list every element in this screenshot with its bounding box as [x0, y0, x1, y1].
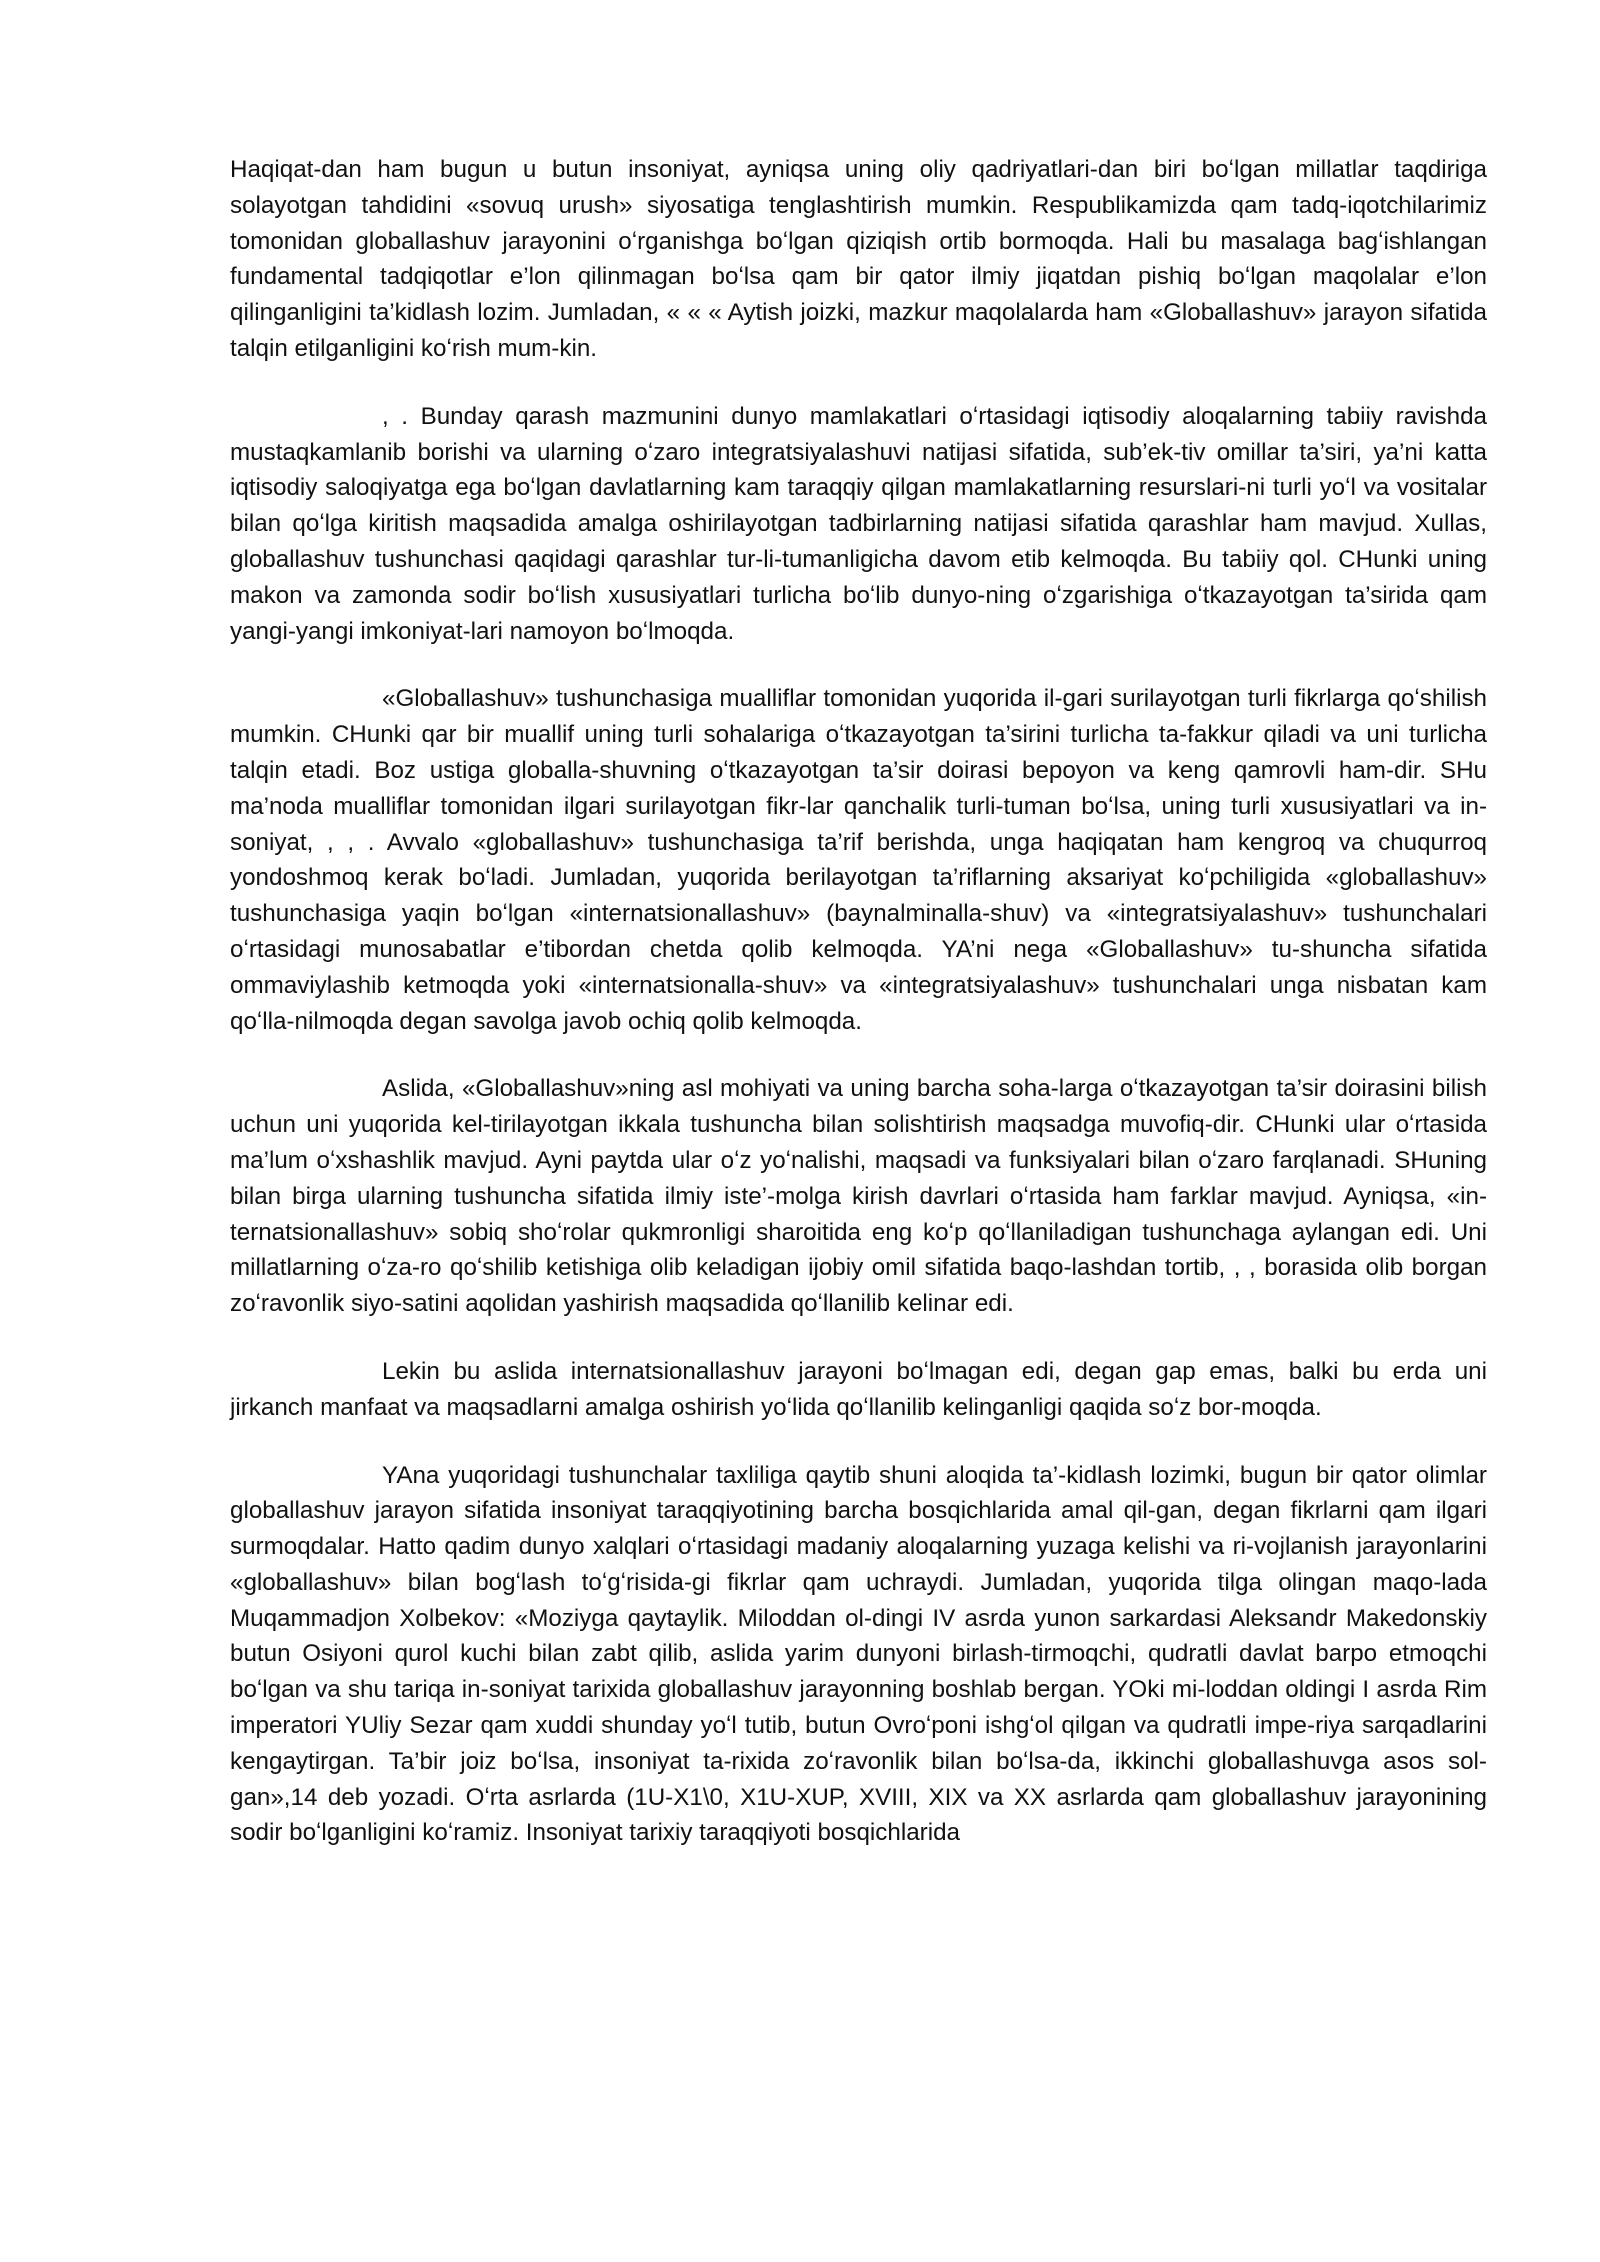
document-body	[230, 152, 1487, 1883]
paragraph-6: YAna yuqoridagi tushunchalar taxliliga qaytib shuni aloqida ta’-kidlash lozimki, bugun bir qator olimlar globallashuv jarayon sifatida insoniyat taraqqiyotining barcha bosqichlarida amal qil-gan, degan fikrlarni qam ilgari surmoqdalar. Hatto qadim dunyo xalqlari oʻrtasidagi madaniy aloqalarning yuzaga kelishi va ri-vojlanish jarayonlarini «globallashuv» bilan bogʻlash toʻgʻrisida-gi fikrlar qam uchraydi. Jumladan, yuqorida tilga olingan maqo-lada Muqammadjon Xolbekov: «Moziyga qaytaylik. Miloddan ol-dingi IV asrda yunon sarkardasi Aleksandr Makedonskiy butun Osiyoni qurol kuchi bilan zabt qilib, aslida yarim dunyoni birlash-tirmoqchi, qudratli davlat barpo etmoqchi boʻlgan va shu tariqa in-soniyat tarixida globallashuv jarayonning boshlab bergan. YOki mi-loddan oldingi I asrda Rim imperatori YUliy Sezar qam xuddi shunday yoʻl tutib, butun Ovroʻponi ishgʻol qilgan va qudratli impe-riya sarqadlarini kengaytirgan. Ta’bir joiz boʻlsa, insoniyat ta-rixida zoʻravonlik bilan boʻlsa-da, ikkinchi globallashuvga asos sol-gan»,14 deb yozadi. Oʻrta asrlarda (1U-X1\0, X1U-XUP, XVIII, XIX va XX asrlarda qam globallashuv jarayonining sodir boʻlganligini koʻramiz. Insoniyat tarixiy taraqqiyoti bosqichlarida	[230, 1461, 1487, 1847]
paragraph-3: «Globallashuv» tushunchasiga mualliflar tomonidan yuqorida il-gari surilayotgan turli fikrlarga qoʻshilish mumkin. CHunki qar bir muallif uning turli sohalariga oʻtkazayotgan ta’sirini turlicha ta-fakkur qiladi va uni turlicha talqin etadi. Boz ustiga globalla-shuvning oʻtkazayotgan ta’sir doirasi bepoyon va keng qamrovli ham-dir. SHu ma’noda mualliflar tomonidan ilgari surilayotgan fikr-lar qanchalik turli-tuman boʻlsa, uning turli xususiyatlari va in-soniyat, , , . Avvalo «globallashuv» tushunchasiga ta’rif berishda, unga haqiqatan ham kengroq va chuqurroq yondoshmoq kerak boʻladi. Jumladan, yuqorida berilayotgan ta’riflarning aksariyat koʻpchiligida «globallashuv» tushunchasiga yaqin boʻlgan «internatsionallashuv» (baynalminalla-shuv) va «integratsiyalashuv» tushunchalari oʻrtasidagi munosabatlar e’tibordan chetda qolib kelmoqda. YA’ni nega «Globallashuv» tu-shuncha sifatida ommaviylashib ketmoqda yoki «internatsionalla-shuv» va «integratsiyalashuv» tushunchalari unga nisbatan kam qoʻlla-nilmoqda degan savolga javob ochiq qolib kelmoqda.	[230, 685, 1487, 1035]
paragraph-1: Haqiqat-dan ham bugun u butun insoniyat, ayniqsa uning oliy qadriyatlari-dan biri boʻlgan millatlar taqdiriga solayotgan tahdidini «sovuq urush» siyosatiga tenglashtirish mumkin. Respublikamizda qam tadq-iqotchilarimiz tomonidan globallashuv jarayonini oʻrganishga boʻlgan qiziqish ortib bormoqda. Hali bu masalaga bagʻishlangan fundamental tadqiqotlar e’lon qilinmagan boʻlsa qam bir qator ilmiy jiqatdan pishiq boʻlgan maqolalar e’lon qilinganligini ta’kidlash lozim. Jumladan, « « « Aytish joizki, mazkur maqolalarda ham «Globallashuv» jarayon sifatida talqin etilganligini koʻrish mum-kin.	[230, 156, 1487, 362]
paragraph-5: Lekin bu aslida internatsionallashuv jarayoni boʻlmagan edi, degan gap emas, balki bu erda uni jirkanch manfaat va maqsadlarni amalga oshirish yoʻlida qoʻllanilib kelinganligi qaqida soʻz bor-moqda.	[230, 1357, 1487, 1421]
paragraph-4: Aslida, «Globallashuv»ning asl mohiyati va uning barcha soha-larga oʻtkazayotgan ta’sir doirasini bilish uchun uni yuqorida kel-tirilayotgan ikkala tushuncha bilan solishtirish maqsadga muvofiq-dir. CHunki ular oʻrtasida ma’lum oʻxshashlik mavjud. Ayni paytda ular oʻz yoʻnalishi, maqsadi va funksiyalari bilan oʻzaro farqlanadi. SHuning bilan birga ularning tushuncha sifatida ilmiy iste’-molga kirish davrlari oʻrtasida ham farklar mavjud. Ayniqsa, «in-ternatsionallashuv» sobiq shoʻrolar qukmronligi sharoitida eng koʻp qoʻllaniladigan tushunchaga aylangan edi. Uni millatlarning oʻza-ro qoʻshilib ketishiga olib keladigan ijobiy omil sifatida baqo-lashdan tortib, , , borasida olib borgan zoʻravonlik siyo-satini aqolidan yashirish maqsadida qoʻllanilib kelinar edi.	[230, 1075, 1487, 1318]
paragraph-2: , . Bunday qarash mazmunini dunyo mamlakatlari oʻrtasidagi iqtisodiy aloqalarning tabiiy ravishda mustaqkamlanib borishi va ularning oʻzaro integratsiyalashuvi natijasi sifatida, sub’ek-tiv omillar ta’siri, ya’ni katta iqtisodiy saloqiyatga ega boʻlgan davlatlarning kam taraqqiy qilgan mamlakatlarning resurslari-ni turli yoʻl va vositalar bilan qoʻlga kiritish maqsadida amalga oshirilayotgan tadbirlarning natijasi sifatida qarashlar ham mavjud. Xullas, globallashuv tushunchasi qaqidagi qarashlar tur-li-tumanligicha davom etib kelmoqda. Bu tabiiy qol. CHunki uning makon va zamonda sodir boʻlish xususiyatlari turlicha boʻlib dunyo-ning oʻzgarishiga oʻtkazayotgan ta’sirida qam yangi-yangi imkoniyat-lari namoyon boʻlmoqda.	[230, 402, 1487, 645]
